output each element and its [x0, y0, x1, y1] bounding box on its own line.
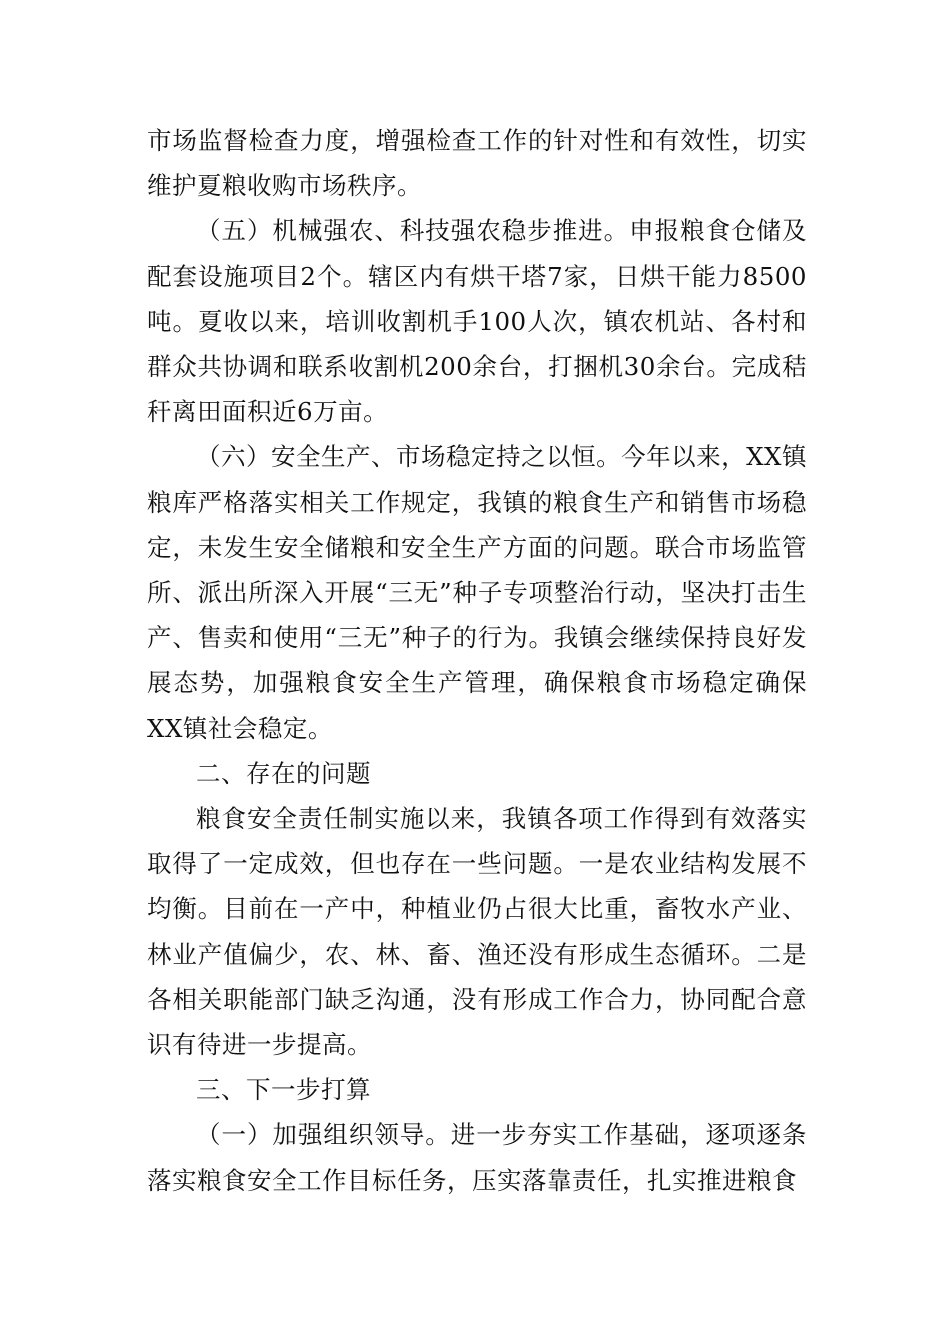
paragraph-continuation: 市场监督检查力度，增强检查工作的针对性和有效性，切实维护夏粮收购市场秩序。 [147, 126, 807, 201]
paragraph-item-5-machinery: （五）机械强农、科技强农稳步推进。申报粮食仓储及配套设施项目2个。辖区内有烘干塔7家，日烘干能力8500吨。夏收以来，培训收割机手100人次，镇农机站、各村和群众共协调和联系收割机200余台，打捆机30余台。完成秸秆离田面积近6万亩。 [147, 216, 807, 427]
paragraph-next-step-1: （一）加强组织领导。进一步夯实工作基础，逐项逐条落实粮食安全工作目标任务，压实落靠责任，扎实推进粮食 [147, 1120, 807, 1195]
section-heading-problems: 二、存在的问题 [196, 758, 371, 788]
section-heading-next-steps: 三、下一步打算 [196, 1075, 371, 1105]
paragraph-problems: 粮食安全责任制实施以来，我镇各项工作得到有效落实取得了一定成效，但也存在一些问题。一是农业结构发展不均衡。目前在一产中，种植业仍占很大比重，畜牧水产业、林业产值偏少，农、林、畜、渔还没有形成生态循环。二是各相关职能部门缺乏沟通，没有形成工作合力，协同配合意识有待进一步提高。 [147, 804, 807, 1060]
document-body [147, 118, 807, 1203]
paragraph-item-6-safety: （六）安全生产、市场稳定持之以恒。今年以来，XX镇粮库严格落实相关工作规定，我镇的粮食生产和销售市场稳定，未发生安全储粮和安全生产方面的问题。联合市场监管所、派出所深入开展“三无”种子专项整治行动，坚决打击生产、售卖和使用“三无”种子的行为。我镇会继续保持良好发展态势，加强粮食安全生产管理，确保粮食市场稳定确保XX镇社会稳定。 [147, 442, 807, 743]
